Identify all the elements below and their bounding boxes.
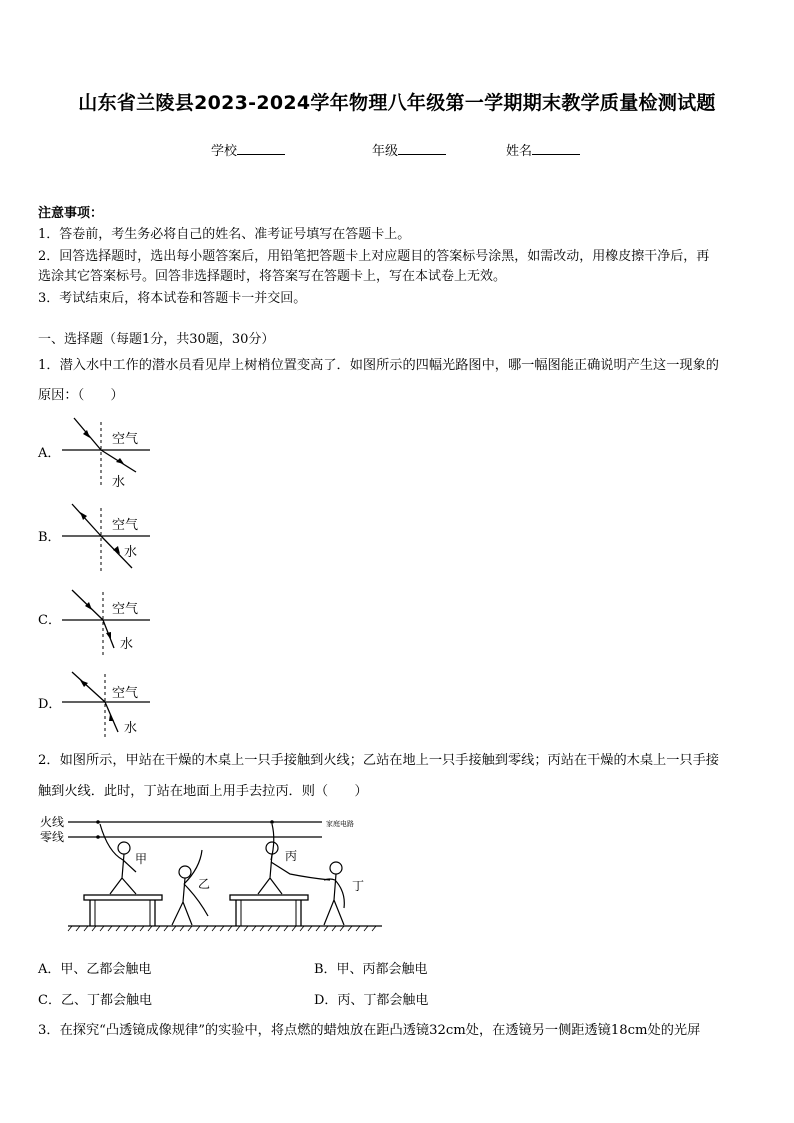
- note-item: 2．回答选择题时，选出每小题答案后，用铅笔把答题卡上对应题目的答案标号涂黑，如需改动，用橡皮擦干净后，再: [38, 249, 710, 264]
- arrow-icon: [83, 430, 90, 438]
- q1-option-a-label[interactable]: A．: [38, 446, 61, 461]
- water-label: 水: [112, 475, 126, 490]
- water-label: 水: [124, 545, 138, 560]
- note-item: 3．考试结束后，将本试卷和答题卡一并交回。: [38, 291, 307, 306]
- air-label: 空气: [112, 518, 139, 533]
- q1-option-b-label[interactable]: B．: [38, 530, 61, 545]
- q2-text-line1: 2．如图所示，甲站在干燥的木桌上一只手接触到火线；乙站在地上一只手接触到零线；丙站在干燥的木桌上一只手接: [38, 753, 719, 768]
- name-label: 姓名: [506, 144, 533, 159]
- q3-text-line1: 3．在探究“凸透镜成像规律”的实验中，将点燃的蜡烛放在距凸透镜32cm处，在透镜另一侧距透镜18cm处的光屏: [38, 1023, 701, 1038]
- name-field: [506, 140, 580, 159]
- arrow-icon: [106, 632, 111, 640]
- q1-option-b-diagram: [58, 498, 168, 578]
- name-blank[interactable]: [532, 142, 580, 155]
- person-label-bing: 丙: [285, 849, 298, 863]
- arrow-icon: [116, 458, 124, 464]
- wooden-table-1: [84, 895, 162, 900]
- person-label-jia: 甲: [135, 852, 148, 866]
- q1-option-c-label[interactable]: C．: [38, 613, 61, 628]
- note-item: 1．答卷前，考生务必将自己的姓名、准考证号填写在答题卡上。: [38, 227, 411, 242]
- section-heading: 一、选择题（每题1分，共30题，30分）: [38, 332, 275, 347]
- q1-text-line2: 原因：（ ）: [38, 388, 124, 403]
- school-blank[interactable]: [237, 142, 285, 155]
- q1-option-d-label[interactable]: D．: [38, 697, 62, 712]
- air-label: 空气: [112, 686, 139, 701]
- incident-ray: [72, 504, 101, 536]
- q2-choice-a[interactable]: A．甲、乙都会触电: [38, 962, 152, 977]
- q1-text-line1: 1．潜入水中工作的潜水员看见岸上树梢位置变高了．如图所示的四幅光路图中，哪一幅图能正确说明产生这一现象的: [38, 358, 719, 373]
- water-label: 水: [120, 637, 134, 652]
- q2-text-line2: 触到火线．此时，丁站在地面上用手去拉丙．则（ ）: [38, 784, 368, 799]
- wooden-table-2: [230, 895, 308, 900]
- q2-choice-c[interactable]: C．乙、丁都会触电: [38, 993, 152, 1008]
- person-label-ding: 丁: [352, 879, 365, 893]
- exam-title: 山东省兰陵县2023-2024学年物理八年级第一学期期末教学质量检测试题: [78, 92, 716, 114]
- air-label: 空气: [112, 432, 139, 447]
- q2-choice-b[interactable]: B．甲、丙都会触电: [314, 962, 428, 977]
- notes-heading: 注意事项：: [38, 206, 104, 221]
- live-wire-label: 火线: [40, 815, 65, 829]
- person-ding: [324, 862, 344, 925]
- school-field: [211, 140, 285, 159]
- note-item: 选涂其它答案标号。回答非选择题时，将答案写在答题卡上，写在本试卷上无效。: [38, 269, 507, 284]
- grade-label: 年级: [372, 144, 399, 159]
- q1-option-d-diagram: [58, 664, 168, 744]
- incident-ray: [72, 672, 105, 702]
- person-label-yi: 乙: [198, 877, 211, 891]
- arrow-icon: [109, 714, 114, 721]
- person-jia: [100, 824, 136, 894]
- q2-circuit-figure: [40, 812, 420, 940]
- q1-option-a-diagram: [58, 412, 168, 492]
- grade-blank[interactable]: [398, 142, 446, 155]
- air-label: 空气: [112, 602, 139, 617]
- q1-option-c-diagram: [58, 582, 168, 662]
- neutral-wire-label: 零线: [40, 830, 65, 844]
- q2-choice-d[interactable]: D．丙、丁都会触电: [314, 993, 429, 1008]
- school-label: 学校: [211, 144, 238, 159]
- circuit-label: 家庭电路: [326, 820, 354, 828]
- water-label: 水: [124, 721, 138, 736]
- grade-field: [372, 140, 446, 159]
